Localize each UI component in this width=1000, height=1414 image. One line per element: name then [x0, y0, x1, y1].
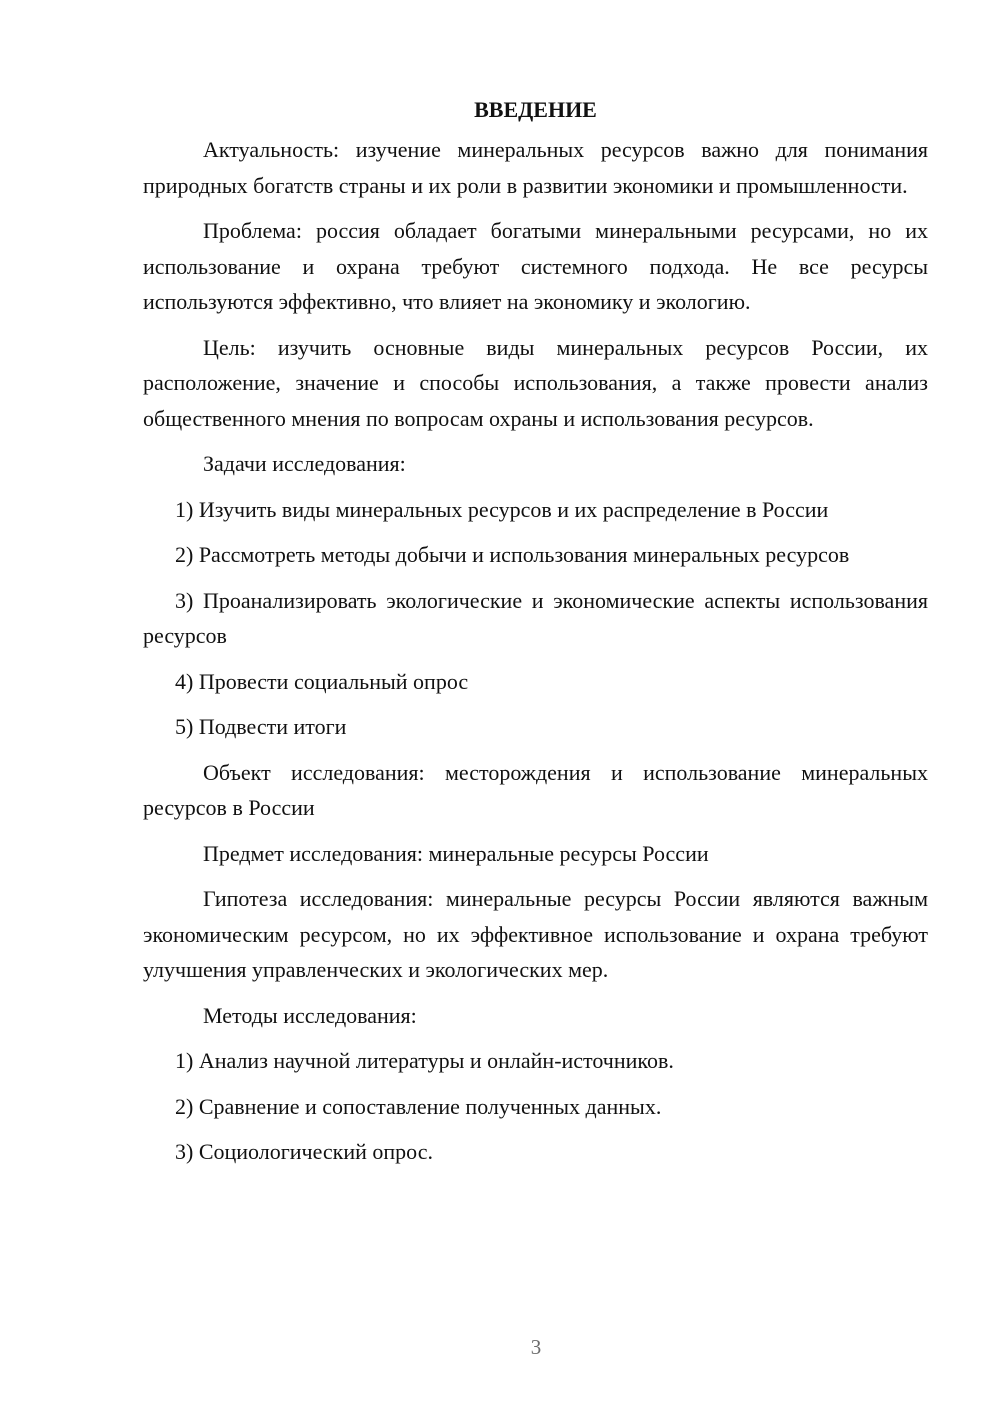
page-content: [143, 92, 928, 1180]
section-heading: ВВЕДЕНИЕ: [474, 97, 597, 122]
list-item-method-3: 3) Социологический опрос.: [175, 1139, 433, 1164]
list-item-task-1: 1) Изучить виды минеральных ресурсов и их распределение в России: [175, 496, 829, 522]
paragraph-problem: Проблема: россия обладает богатыми минеральными ресурсами, но их использование и охрана требуют системного подхода. Не все ресурсы используются эффективно, что влияет на экономику и экологию.: [143, 218, 928, 314]
list-item-method-1: 1) Анализ научной литературы и онлайн-источников.: [175, 1048, 674, 1073]
list-item-task-4: 4) Провести социальный опрос: [175, 668, 469, 694]
list-item-task-5: 5) Подвести итоги: [175, 714, 347, 739]
list-item-task-3: 3) Проанализировать экологические и экономические аспекты использования ресурсов: [143, 587, 928, 648]
paragraph-relevance: Актуальность: изучение минеральных ресурсов важно для понимания природных богатств страны и их роли в развитии экономики и промышленности.: [143, 137, 928, 198]
list-item-task-2: 2) Рассмотреть методы добычи и использования минеральных ресурсов: [175, 542, 850, 567]
paragraph-subject: Предмет исследования: минеральные ресурсы России: [203, 840, 709, 866]
list-item-method-2: 2) Сравнение и сопоставление полученных данных.: [175, 1093, 662, 1119]
paragraph-goal: Цель: изучить основные виды минеральных ресурсов России, их расположение, значение и способы использования, а также провести анализ общественного мнения по вопросам охраны и использования ресурсов.: [143, 334, 928, 431]
paragraph-tasks-heading: Задачи исследования:: [203, 451, 406, 476]
paragraph-hypothesis: Гипотеза исследования: минеральные ресурсы России являются важным экономическим ресурсом, но их эффективное использование и охрана требуют улучшения управленческих и экологических мер.: [143, 886, 928, 982]
paragraph-object: Объект исследования: месторождения и использование минеральных ресурсов в России: [143, 759, 928, 820]
paragraph-methods-heading: Методы исследования:: [203, 1002, 417, 1028]
page-number: 3: [530, 1335, 542, 1359]
